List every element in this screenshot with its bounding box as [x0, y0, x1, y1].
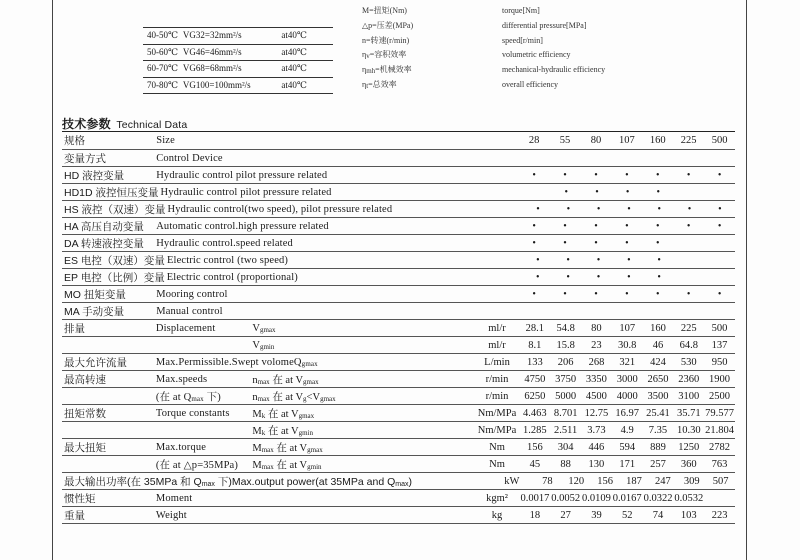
reference-temperature: at40℃	[277, 44, 333, 61]
parameter-value: 2360	[678, 373, 700, 385]
parameter-name-english: Max.torque	[155, 441, 207, 453]
availability-dot: •	[566, 203, 571, 215]
section-title-chinese: 技术参数	[62, 117, 111, 131]
availability-dot: •	[566, 254, 570, 266]
availability-dot: •	[717, 288, 722, 300]
parameter-value: 21.804	[705, 424, 734, 436]
parameter-value: 156	[526, 441, 543, 453]
parameter-condition: $V_{gmax}$	[252, 322, 276, 334]
data-row	[62, 388, 735, 405]
parameter-value: 1.285	[523, 424, 547, 436]
parameter-value: 8.1	[528, 339, 542, 351]
parameter-value: 2.511	[554, 424, 578, 436]
parameter-value: 225	[680, 322, 697, 334]
parameter-name-chinese: 最大允许流量	[64, 356, 127, 369]
availability-dot: •	[717, 220, 722, 232]
control-row	[62, 252, 735, 269]
parameter-value: 4750	[524, 373, 546, 385]
control-name-english: Hydraulic control pilot pressure related	[156, 169, 328, 181]
unit: kgm²	[486, 492, 508, 504]
viscosity-grade: VG100=100mm²/s	[179, 77, 278, 94]
parameter-condition: $M_{max}$ 在 at $V_{gmin}$	[252, 459, 322, 471]
control-name-chinese: ES 电控（双速）变量	[64, 254, 165, 267]
parameter-value: 0.0017	[520, 492, 550, 504]
size-value: 107	[618, 135, 635, 146]
control-name-english: Electric control (proportional)	[166, 271, 298, 283]
data-row	[62, 405, 735, 422]
parameter-name-english: Max.Permissible.Swept volomeQ$_{gmax}$	[155, 356, 318, 368]
control-name-chinese: HD 液控变量	[64, 169, 125, 182]
size-value: 160	[649, 135, 666, 146]
availability-dot: •	[657, 271, 661, 283]
parameter-value: 79.577	[705, 407, 734, 419]
viscosity-row	[143, 61, 333, 78]
control-name-english: Automatic control.high pressure related	[156, 220, 329, 232]
unit: Nm/MPa	[477, 407, 517, 419]
parameter-value: 4.9	[620, 424, 634, 436]
reference-temperature: at40℃	[277, 61, 333, 78]
parameter-value: 4500	[585, 390, 607, 402]
availability-dot: •	[596, 203, 601, 215]
control-row	[62, 303, 735, 320]
size-value: 500	[711, 135, 728, 146]
legend-meaning: overall efficiency	[502, 79, 559, 89]
parameter-value: 120	[568, 475, 585, 487]
unit: kW	[504, 475, 520, 487]
parameter-value: 3350	[585, 373, 607, 385]
data-row	[62, 490, 735, 507]
parameter-value: 223	[711, 509, 728, 521]
unit: ml/r	[488, 322, 506, 334]
parameter-name-english: Max.speeds	[155, 373, 208, 385]
parameter-value: 160	[650, 322, 666, 334]
data-row	[62, 371, 735, 388]
availability-dot: •	[625, 169, 629, 181]
parameter-condition: $V_{gmin}$	[252, 339, 275, 351]
availability-dot: •	[536, 254, 540, 266]
viscosity-table	[143, 27, 333, 94]
parameter-value: 309	[683, 475, 700, 487]
availability-dot: •	[657, 203, 661, 215]
availability-dot: •	[686, 169, 691, 181]
symbol-legend-chinese	[362, 4, 413, 93]
parameter-value: 64.8	[679, 339, 698, 351]
availability-dot: •	[563, 288, 567, 300]
parameter-value: 268	[588, 356, 605, 368]
size-value: 28	[528, 135, 540, 146]
parameter-value: 46	[652, 339, 664, 351]
parameter-value: 3750	[555, 373, 577, 385]
availability-dot: •	[657, 254, 661, 266]
size-label-english: Size	[156, 135, 175, 146]
parameter-value: 6250	[524, 390, 546, 402]
parameter-value: 360	[680, 458, 697, 470]
legend-symbol: $\eta_v=$容积效率	[362, 50, 407, 61]
availability-dot: •	[627, 271, 631, 283]
availability-dot: •	[594, 237, 598, 249]
size-header-row	[62, 132, 735, 150]
section-title-english: Technical Data	[116, 119, 188, 131]
technical-data-table	[62, 131, 735, 524]
parameter-value: 133	[527, 356, 543, 368]
parameter-value: 247	[654, 475, 671, 487]
legend-meaning: mechanical-hydraulic efficiency	[502, 65, 606, 75]
viscosity-row	[143, 44, 333, 61]
temperature-range: 50-60℃	[143, 44, 179, 61]
parameter-value: 2782	[709, 441, 731, 453]
data-row	[62, 320, 735, 337]
viscosity-grade: VG68=68mm²/s	[179, 61, 278, 78]
parameter-value: 0.0052	[551, 492, 581, 504]
parameter-value: 35.71	[676, 407, 701, 419]
availability-dot: •	[686, 288, 691, 300]
availability-dot: •	[717, 169, 722, 181]
availability-dot: •	[656, 169, 660, 181]
availability-dot: •	[625, 186, 630, 198]
parameter-value: 5000	[555, 390, 577, 402]
parameter-value: 530	[680, 356, 697, 368]
parameter-value: 15.8	[556, 339, 575, 351]
parameter-value: 23	[591, 339, 602, 351]
parameter-value: 74	[652, 509, 664, 521]
availability-dot: •	[532, 288, 536, 300]
parameter-name-english: Moment	[155, 492, 193, 504]
parameter-value: 103	[680, 509, 697, 521]
parameter-value: 507	[712, 475, 729, 487]
availability-dot: •	[687, 203, 692, 215]
parameter-name: 最大输出功率(在 35MPa 和 $Q_{max}$ 下)Max.output power(at 35MPa and $Q_{max}$)	[64, 475, 412, 488]
availability-dot: •	[532, 237, 536, 249]
data-row	[62, 507, 735, 524]
parameter-condition: $M_k$ 在 at $V_{gmin}$	[252, 425, 313, 437]
parameter-value: 28.1	[525, 322, 545, 334]
control-name-chinese: HD1D 液控恒压变量	[64, 186, 159, 199]
parameter-value: 18	[529, 509, 541, 521]
legend-symbol: △p=压差(MPa)	[362, 20, 414, 30]
parameter-name-chinese: 最大扭矩	[64, 441, 106, 454]
control-row	[62, 201, 735, 218]
parameter-value: 1250	[678, 441, 700, 453]
parameter-value: 500	[711, 322, 728, 334]
parameter-name-english: (在 at △p=35MPa)	[155, 459, 239, 471]
data-row	[62, 473, 735, 490]
parameter-value: 16.97	[615, 407, 640, 419]
parameter-value: 12.75	[584, 407, 609, 419]
parameter-value: 171	[619, 458, 636, 470]
availability-dot: •	[536, 271, 540, 283]
legend-symbol: n=转速(r/min)	[362, 35, 410, 45]
availability-dot: •	[656, 220, 660, 232]
parameter-value: 8.701	[553, 407, 578, 419]
control-name-english: Electric control (two speed)	[166, 254, 289, 266]
availability-dot: •	[566, 271, 570, 283]
parameter-value: 25.41	[646, 407, 670, 419]
availability-dot: •	[656, 237, 660, 249]
availability-dot: •	[536, 203, 540, 215]
availability-dot: •	[718, 203, 722, 215]
viscosity-grade: VG46=46mm²/s	[179, 44, 278, 61]
parameter-value: 2500	[709, 390, 731, 402]
control-name-chinese: EP 电控（比例）变量	[64, 271, 165, 284]
parameter-value: 424	[650, 356, 666, 368]
parameter-value: 78	[542, 475, 553, 487]
parameter-name-chinese: 扭矩常数	[64, 407, 106, 420]
control-name-chinese: 变量方式	[64, 152, 106, 165]
availability-dot: •	[563, 169, 567, 181]
parameter-value: 30.8	[618, 339, 637, 351]
temperature-range: 40-50℃	[143, 28, 179, 45]
availability-dot: •	[656, 186, 661, 198]
availability-dot: •	[594, 169, 598, 181]
parameter-name-chinese: 惯性矩	[64, 492, 96, 505]
size-value: 55	[559, 135, 571, 146]
parameter-name-chinese: 排量	[64, 322, 85, 335]
control-row	[62, 286, 735, 303]
availability-dot: •	[656, 288, 660, 300]
reference-temperature: at40℃	[277, 28, 333, 45]
section-title	[62, 115, 187, 132]
parameter-name-english: Displacement	[155, 322, 216, 334]
unit: Nm/MPa	[477, 424, 517, 436]
control-name-chinese: MO 扭矩变量	[64, 288, 126, 301]
parameter-name-chinese: 重量	[64, 509, 85, 522]
legend-meaning: differential pressure[MPa]	[502, 20, 587, 30]
availability-dot: •	[625, 220, 629, 232]
parameter-value: 594	[619, 441, 636, 453]
size-value: 225	[680, 135, 697, 146]
parameter-value: 107	[619, 322, 636, 334]
unit: Nm	[489, 441, 505, 453]
parameter-value: 156	[597, 475, 613, 487]
viscosity-grade: VG32=32mm²/s	[179, 28, 278, 45]
parameter-value: 88	[560, 458, 571, 470]
legend-meaning: torque[Nm]	[502, 6, 540, 15]
parameter-value: 3500	[647, 390, 669, 402]
parameter-name-english: Weight	[155, 509, 187, 521]
legend-symbol: $\eta_{mh}=$机械效率	[362, 65, 412, 76]
availability-dot: •	[594, 288, 598, 300]
unit: r/min	[485, 390, 509, 402]
parameter-value: 2650	[647, 373, 669, 385]
parameter-value: 39	[591, 509, 602, 521]
parameter-value: 0.0109	[582, 492, 611, 504]
parameter-value: 763	[711, 458, 728, 470]
size-label-chinese: 规格	[64, 135, 85, 147]
data-row	[62, 337, 735, 354]
parameter-value: 7.35	[648, 424, 668, 436]
unit: ml/r	[488, 339, 506, 351]
parameter-value: 0.0532	[674, 492, 704, 504]
availability-dot: •	[563, 220, 567, 232]
unit: L/min	[484, 356, 510, 368]
unit: r/min	[485, 373, 509, 385]
unit: kg	[491, 509, 503, 521]
availability-dot: •	[532, 220, 536, 232]
parameter-value: 1900	[709, 373, 731, 385]
control-name-chinese: HS 液控（双速）变量	[64, 203, 166, 216]
legend-symbol: $\eta_t=$总效率	[362, 79, 397, 90]
availability-dot: •	[563, 237, 567, 249]
control-name-chinese: HA 高压自动变量	[64, 220, 144, 233]
control-name-english: Hydraulic control pilot pressure related	[160, 186, 332, 198]
symbol-legend-english	[502, 4, 605, 93]
legend-symbol: M=扭矩(Nm)	[362, 6, 407, 15]
data-row	[62, 422, 735, 439]
parameter-value: 45	[529, 458, 541, 470]
size-value: 80	[590, 135, 602, 146]
parameter-value: 446	[588, 441, 605, 453]
parameter-value: 206	[557, 356, 574, 368]
viscosity-row	[143, 28, 333, 45]
parameter-value: 10.30	[676, 424, 701, 436]
availability-dot: •	[532, 169, 536, 181]
legend-meaning: volumetric efficiency	[502, 50, 571, 60]
parameter-value: 304	[557, 441, 574, 453]
parameter-value: 137	[711, 339, 728, 351]
parameter-value: 0.0167	[612, 492, 642, 504]
control-row	[62, 235, 735, 252]
control-row	[62, 184, 735, 201]
data-row	[62, 439, 735, 456]
parameter-value: 4000	[616, 390, 638, 402]
parameter-value: 27	[560, 509, 571, 521]
availability-dot: •	[625, 288, 629, 300]
parameter-name-english: Torque constants	[155, 407, 230, 419]
parameter-value: 889	[650, 441, 666, 453]
control-name-english: Mooring control	[156, 288, 228, 300]
availability-dot: •	[564, 186, 569, 198]
availability-dot: •	[596, 254, 601, 266]
control-row	[62, 269, 735, 286]
parameter-value: 4.463	[523, 407, 547, 419]
control-name-chinese: MA 手动变量	[64, 305, 125, 318]
parameter-value: 54.8	[556, 322, 575, 334]
parameter-condition: $M_{max}$ 在 at $V_{gmax}$	[252, 442, 323, 454]
availability-dot: •	[594, 220, 598, 232]
unit: Nm	[489, 458, 505, 470]
availability-dot: •	[595, 186, 599, 198]
parameter-value: 3000	[616, 373, 638, 385]
availability-dot: •	[625, 237, 629, 249]
availability-dot: •	[596, 271, 601, 283]
parameter-value: 52	[621, 509, 633, 521]
availability-dot: •	[627, 203, 631, 215]
legend-meaning: speed[r/min]	[502, 35, 543, 45]
data-row	[62, 456, 735, 473]
control-name-english: Control Device	[156, 152, 223, 164]
temperature-range: 70-80℃	[143, 77, 179, 94]
parameter-value: 0.0322	[643, 492, 673, 504]
parameter-value: 3100	[678, 390, 700, 402]
parameter-condition: $n_{max}$ 在 at $V_g<V_{gmax}$	[252, 391, 336, 403]
reference-temperature: at40℃	[277, 77, 333, 94]
parameter-value: 3.73	[587, 424, 606, 436]
control-row	[62, 150, 735, 167]
parameter-value: 321	[619, 356, 636, 368]
control-name-chinese: DA 转速液控变量	[64, 237, 144, 250]
parameter-value: 257	[650, 458, 666, 470]
control-name-english: Hydraulic control.speed related	[156, 237, 293, 249]
data-row	[62, 354, 735, 371]
control-row	[62, 167, 735, 184]
parameter-value: 130	[588, 458, 605, 470]
parameter-condition: $n_{max}$ 在 at $V_{gmax}$	[252, 374, 319, 386]
availability-dot: •	[627, 254, 631, 266]
control-row	[62, 218, 735, 235]
control-name-english: Manual control	[156, 305, 223, 317]
temperature-range: 60-70℃	[143, 61, 179, 78]
parameter-value: 187	[626, 475, 642, 487]
parameter-name-english: (在 at $Q_{max}$ 下)	[155, 391, 221, 403]
parameter-value: 950	[711, 356, 728, 368]
parameter-name-chinese: 最高转速	[64, 373, 106, 386]
availability-dot: •	[686, 220, 691, 232]
viscosity-row	[143, 77, 333, 94]
parameter-value: 80	[591, 322, 602, 334]
parameter-condition: $M_k$ 在 at $V_{gmax}$	[252, 408, 315, 420]
control-name-english: Hydraulic control(two speed), pilot pressure related	[167, 203, 393, 215]
